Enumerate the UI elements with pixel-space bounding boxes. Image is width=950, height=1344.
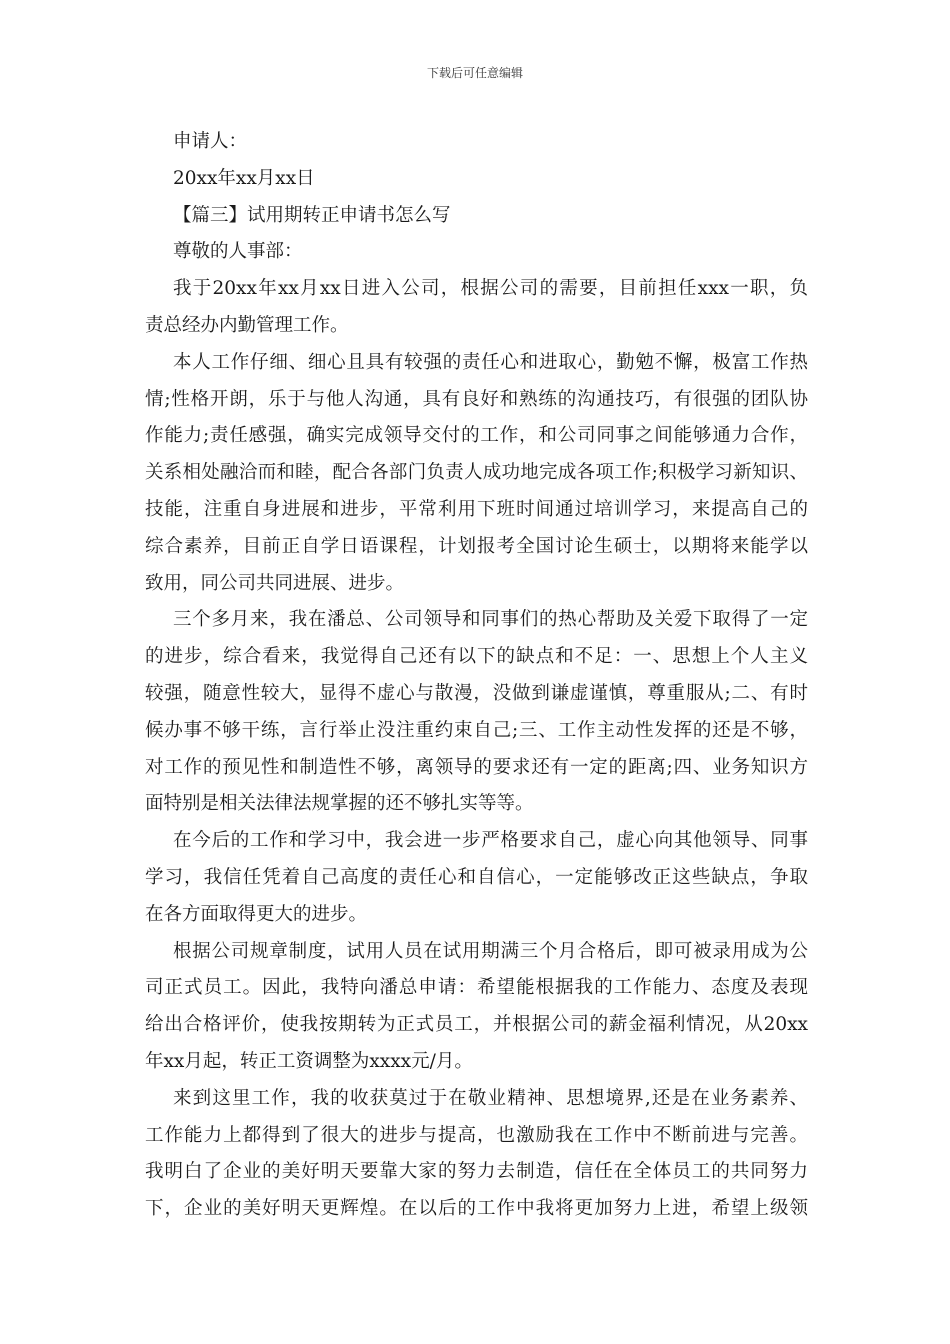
page-header: 下载后可任意编辑 (426, 66, 523, 80)
text-line: 情;性格开朗，乐于与他人沟通，具有良好和熟练的沟通技巧，有很强的团队协 (145, 388, 808, 410)
document-body (145, 124, 808, 1228)
text-line: 给出合格评价，使我按期转为正式员工，并根据公司的薪金福利情况，从20xx (145, 1014, 808, 1036)
text-line: 的进步，综合看来，我觉得自己还有以下的缺点和不足：一、思想上个人主义 (145, 646, 808, 668)
text-line: 我于20xx年xx月xx日进入公司，根据公司的需要，目前担任xxx一职，负 (173, 278, 808, 300)
text-line: 候办事不够干练，言行举止没注重约束自己;三、工作主动性发挥的还是不够， (145, 719, 808, 741)
text-line: 工作能力上都得到了很大的进步与提高，也激励我在工作中不断前进与完善。 (145, 1124, 808, 1146)
text-line: 20xx年xx月xx日 (173, 167, 315, 189)
text-line: 技能，注重自身进展和进步，平常利用下班时间通过培训学习，来提高自己的 (145, 498, 808, 520)
text-line: 【篇三】试用期转正申请书怎么写 (173, 204, 451, 226)
text-line: 在各方面取得更大的进步。 (145, 903, 368, 925)
text-line: 面特别是相关法律法规掌握的还不够扎实等等。 (145, 793, 534, 815)
text-line: 根据公司规章制度，试用人员在试用期满三个月合格后，即可被录用成为公 (173, 940, 808, 962)
text-line: 学习，我信任凭着自己高度的责任心和自信心，一定能够改正这些缺点，争取 (145, 866, 808, 888)
text-line: 综合素养，目前正自学日语课程，计划报考全国讨论生硕士，以期将来能学以 (145, 535, 808, 557)
text-line: 我明白了企业的美好明天要靠大家的努力去制造，信任在全体员工的共同努力 (145, 1161, 808, 1183)
text-line: 下，企业的美好明天更辉煌。在以后的工作中我将更加努力上进，希望上级领 (145, 1198, 808, 1220)
text-line: 尊敬的人事部： (173, 241, 303, 263)
text-line: 责总经办内勤管理工作。 (145, 314, 349, 336)
text-line: 致用，同公司共同进展、进步。 (145, 572, 405, 594)
text-line: 年xx月起，转正工资调整为xxxx元/月。 (145, 1050, 473, 1072)
text-line: 来到这里工作，我的收获莫过于在敬业精神、思想境界,还是在业务素养、 (173, 1087, 808, 1109)
text-line: 作能力;责任感强，确实完成领导交付的工作，和公司同事之间能够通力合作， (145, 425, 808, 447)
text-line: 司正式员工。因此，我特向潘总申请：希望能根据我的工作能力、态度及表现 (145, 977, 808, 999)
text-line: 对工作的预见性和制造性不够，离领导的要求还有一定的距离;四、业务知识方 (145, 756, 808, 778)
text-line: 关系相处融洽而和睦，配合各部门负责人成功地完成各项工作;积极学习新知识、 (145, 462, 808, 484)
text-line: 在今后的工作和学习中，我会进一步严格要求自己，虚心向其他领导、同事 (173, 830, 808, 852)
text-line: 较强，随意性较大，显得不虚心与散漫，没做到谦虚谨慎，尊重服从;二、有时 (145, 682, 808, 704)
text-line: 申请人： (173, 131, 248, 152)
text-line: 三个多月来，我在潘总、公司领导和同事们的热心帮助及关爱下取得了一定 (173, 609, 808, 631)
text-line: 本人工作仔细、细心且具有较强的责任心和进取心，勤勉不懈，极富工作热 (173, 351, 808, 373)
